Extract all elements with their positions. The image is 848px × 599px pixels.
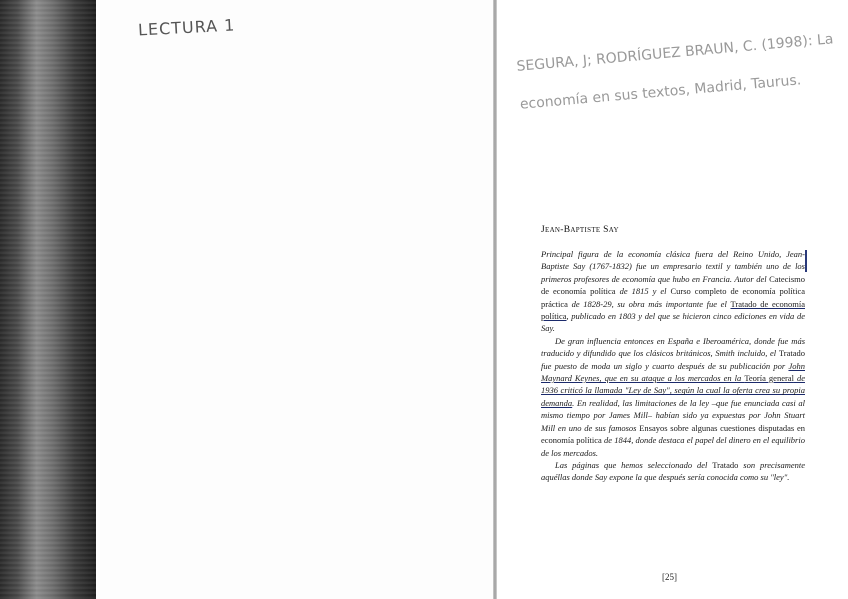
text-run: Ensayos sobre algunas cuestiones disputadas en economía política bbox=[541, 422, 805, 446]
text-run: Tratado bbox=[712, 459, 739, 470]
text-run: De gran influencia entonces en España e Iberoamérica, donde fue más traducido y difundido que los clásicos británicos, Smith incluido, el bbox=[541, 335, 805, 359]
handwritten-citation: SEGURA, J; RODRÍGUEZ BRAUN, C. (1998): La economía en sus textos, Madrid, Taurus. bbox=[515, 31, 835, 113]
text-run: Tratado de economía política bbox=[541, 298, 805, 322]
paragraph-selection bbox=[541, 459, 805, 484]
text-run: Catecismo de economía política bbox=[541, 273, 805, 297]
text-run: Las páginas que hemos seleccionado del bbox=[555, 459, 713, 470]
text-run: Principal figura de la economía clásica fuera del Reino Unido, Jean-Baptiste Say (1767-1832) fue un empresario textil y también uno de los primeros profesores de economía que hubo en Francia. Autor del bbox=[541, 249, 805, 284]
text-run: . En realidad, las limitaciones de la ley –que fue enunciada casi al mismo tiempo por James Mill– habían sido ya expuestas por John Stuart Mill en uno de sus famosos bbox=[541, 397, 805, 433]
text-run: de 1815 y el bbox=[615, 286, 671, 297]
text-run: de 1844, donde destaca el papel del dinero en el equilibrio de los mercados. bbox=[541, 435, 805, 458]
text-run: Curso completo de economía política práctica bbox=[541, 286, 805, 309]
section-heading: Jean-Baptiste Say bbox=[541, 225, 619, 235]
left-page bbox=[96, 0, 493, 599]
body-text bbox=[541, 248, 805, 484]
text-run: , publicado en 1803 y del que se hicieron cinco ediciones en vida de Say. bbox=[541, 311, 805, 334]
margin-pen-mark bbox=[805, 250, 807, 272]
text-run: fue puesto de moda un siglo y cuarto después de su publicación por bbox=[541, 360, 789, 371]
text-run: Teoría general bbox=[744, 373, 794, 384]
text-run: Tratado bbox=[778, 348, 805, 359]
page-number: [25] bbox=[662, 572, 677, 582]
book-spine bbox=[0, 0, 96, 599]
text-run: John Maynard Keynes, que en su ataque a los mercados en la bbox=[541, 360, 805, 384]
text-run: de 1828-29, su obra más importante fue el bbox=[567, 298, 731, 309]
paragraph-intro bbox=[541, 248, 805, 335]
paragraph-influence bbox=[541, 335, 805, 459]
handwritten-lecture-label: LECTURA 1 bbox=[137, 15, 236, 40]
text-run: son precisamente aquéllas donde Say expone la que después sería conocida como su "ley". bbox=[541, 459, 806, 483]
text-run: de 1936 criticó la llamada "Ley de Say", según la cual la oferta crea su propia demanda bbox=[541, 373, 805, 408]
